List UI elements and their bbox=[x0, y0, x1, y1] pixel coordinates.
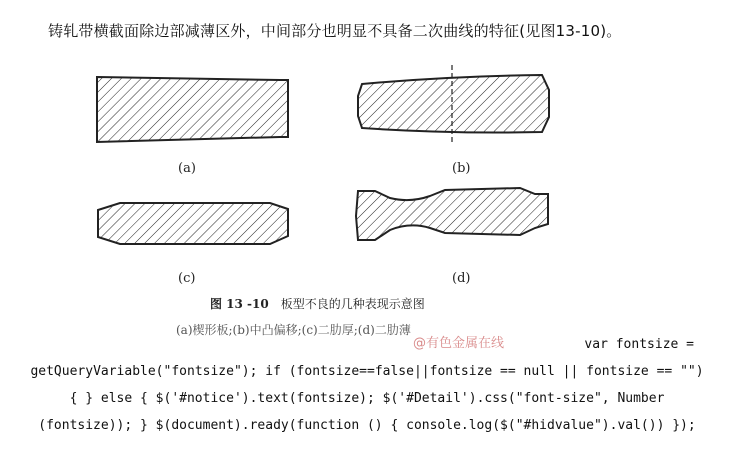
figure-title: 板型不良的几种表现示意图 bbox=[280, 297, 425, 311]
panel-label-b: (b) bbox=[452, 161, 471, 176]
code-line-2: getQueryVariable("fontsize"); if (fontsize==false||fontsize == null || fontsize == "") bbox=[30, 364, 704, 379]
profile-a bbox=[97, 77, 288, 142]
figure-13-10 bbox=[90, 60, 560, 292]
panel-label-a: (a) bbox=[178, 161, 196, 176]
panel-label-c: (c) bbox=[178, 271, 196, 286]
script-text-block bbox=[20, 331, 714, 439]
intro-paragraph: 铸轧带横截面除边部减薄区外，中间部分也明显不具备二次曲线的特征(见图13-10)。 bbox=[48, 22, 622, 40]
profile-c bbox=[98, 203, 288, 244]
profile-b bbox=[358, 75, 549, 133]
profile-d bbox=[356, 188, 548, 240]
code-line-1: var fontsize = bbox=[584, 337, 694, 352]
code-line-4: (fontsize)); } $(document).ready(function () { console.log($("#hidvalue").val()) }); bbox=[38, 418, 696, 433]
watermark: @有色金属在线 bbox=[413, 336, 505, 351]
figure-subcaption: (a)楔形板;(b)中凸偏移;(c)二肋厚;(d)二肋薄 bbox=[176, 323, 411, 337]
panel-label-d: (d) bbox=[452, 271, 471, 286]
code-line-3: { } else { $('#notice').text(fontsize); $('#Detail').css("font-size", Number bbox=[69, 391, 665, 406]
figure-number: 图 13 -10 bbox=[210, 297, 269, 311]
figure-caption bbox=[210, 295, 425, 312]
